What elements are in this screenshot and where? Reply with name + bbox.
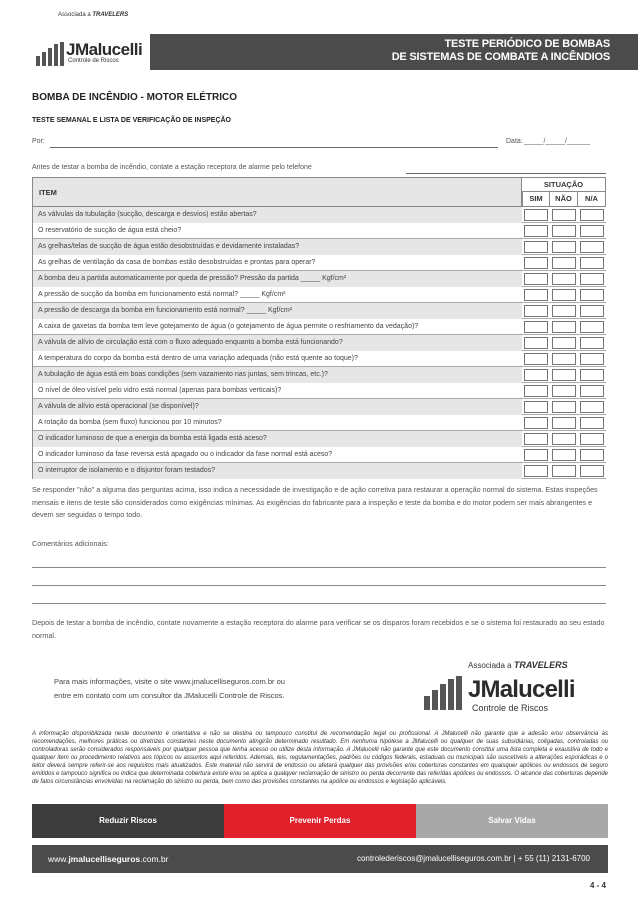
row-item-text: A válvula de alívio de circulação está com o fluxo adequado enquanto a bomba está funcionando? (32, 335, 522, 351)
antes-text: Antes de testar a bomba de incêndio, contate a estação receptora de alarme pelo telefone (32, 164, 312, 171)
col-item-header: ITEM (32, 177, 522, 207)
table-row (32, 367, 606, 383)
row-item-text: A rotação da bomba (sem fluxo) funcionou por 10 minutos? (32, 415, 522, 431)
checkbox-na[interactable] (580, 417, 604, 429)
row-item-text: A pressão de sucção da bomba em funcionamento está normal? _____ Kgf/cm² (32, 287, 522, 303)
checkbox-nao[interactable] (552, 465, 576, 477)
header-logo-name: JMalucelli (66, 40, 143, 59)
row-item-text: O indicador luminoso da fase reversa está apagado ou o indicador da fase normal está aceso? (32, 447, 522, 463)
row-item-text: O interruptor de isolamento e o disjuntor foram testados? (32, 463, 522, 479)
checkbox-nao[interactable] (552, 257, 576, 269)
table-row (32, 303, 606, 319)
table-row (32, 255, 606, 271)
info-line-1: Para mais informações, visite o site www.jmalucelliseguros.com.br ou (54, 677, 285, 686)
por-input-line[interactable] (50, 147, 498, 148)
footer-assoc-brand: TRAVELERS (513, 660, 568, 670)
slogan-salvar-vidas: Salvar Vidas (416, 804, 608, 838)
footer-logo-name: JMalucelli (468, 676, 575, 703)
assoc-brand: TRAVELERS (92, 12, 129, 18)
row-item-text: A tubulação de água está em boas condições (sem vazamento nas juntas, sem trincas, etc.)? (32, 367, 522, 383)
checkbox-na[interactable] (580, 241, 604, 253)
row-item-text: O indicador luminoso de que a energia da bomba está ligada está aceso? (32, 431, 522, 447)
checkbox-na[interactable] (580, 225, 604, 237)
col-sim-header: SIM (522, 192, 550, 207)
table-row (32, 415, 606, 431)
checkbox-na[interactable] (580, 209, 604, 221)
assoc-prefix: Associada a (58, 12, 91, 18)
checkbox-sim[interactable] (524, 385, 548, 397)
footer-assoc-text (468, 660, 568, 670)
checkbox-nao[interactable] (552, 417, 576, 429)
contact-bar (32, 845, 608, 873)
checkbox-sim[interactable] (524, 369, 548, 381)
telefone-input-line[interactable] (406, 173, 606, 174)
checkbox-nao[interactable] (552, 241, 576, 253)
table-row (32, 207, 606, 223)
checkbox-sim[interactable] (524, 449, 548, 461)
checkbox-sim[interactable] (524, 289, 548, 301)
checkbox-na[interactable] (580, 305, 604, 317)
row-item-text: As grelhas de ventilação da casa de bombas estão desobstruídas e prontas para operar? (32, 255, 522, 271)
row-item-text: A caixa de gaxetas da bomba tem leve gotejamento de água (o gotejamento de água permite o resfriamento da vedação)? (32, 319, 522, 335)
checkbox-sim[interactable] (524, 257, 548, 269)
checkbox-na[interactable] (580, 369, 604, 381)
checkbox-nao[interactable] (552, 321, 576, 333)
data-input-line[interactable]: _____/_____/______ (524, 138, 591, 145)
table-row (32, 271, 606, 287)
checkbox-nao[interactable] (552, 337, 576, 349)
checklist-table (32, 177, 606, 479)
footer-logo (420, 660, 620, 720)
comentarios-line-3[interactable] (32, 603, 606, 604)
row-item-text: A bomba deu a partida automaticamente por queda de pressão? Pressão da partida _____ Kgf/cm² (32, 271, 522, 287)
row-item-text: A pressão de descarga da bomba em funcionamento está normal? _____ Kgf/cm² (32, 303, 522, 319)
checkbox-nao[interactable] (552, 433, 576, 445)
document-title (392, 38, 610, 64)
por-label: Por: (32, 138, 45, 145)
checkbox-nao[interactable] (552, 353, 576, 365)
table-row (32, 319, 606, 335)
checkbox-nao[interactable] (552, 449, 576, 461)
table-row (32, 287, 606, 303)
email-phone-text[interactable]: controlederiscos@jmalucelliseguros.com.br | + 55 (11) 2131-6700 (356, 854, 590, 863)
table-row (32, 447, 606, 463)
jmalucelli-logo-large-icon (424, 676, 464, 710)
row-item-text: As grelhas/telas de sucção de água estão desobstruídas e devidamente instaladas? (32, 239, 522, 255)
checkbox-na[interactable] (580, 353, 604, 365)
checkbox-na[interactable] (580, 401, 604, 413)
page-number: 4 - 4 (589, 881, 606, 890)
checkbox-sim[interactable] (524, 209, 548, 221)
col-situacao-header: SITUAÇÃO (522, 177, 606, 192)
checkbox-nao[interactable] (552, 273, 576, 285)
web-bold: jmalucelliseguros (68, 854, 141, 864)
website-link[interactable] (48, 854, 168, 864)
checkbox-na[interactable] (580, 449, 604, 461)
checkbox-nao[interactable] (552, 305, 576, 317)
checkbox-na[interactable] (580, 257, 604, 269)
header-assoc-text (58, 12, 128, 18)
checkbox-na[interactable] (580, 321, 604, 333)
checkbox-sim[interactable] (524, 417, 548, 429)
checkbox-na[interactable] (580, 289, 604, 301)
checkbox-sim[interactable] (524, 337, 548, 349)
depois-paragraph: Depois de testar a bomba de incêndio, contate novamente a estação receptora do alarme para verificar se os disparos foram recebidos e se o sistema foi restaurado ao seu estado normal. (32, 618, 605, 640)
checkbox-sim[interactable] (524, 225, 548, 237)
checkbox-sim[interactable] (524, 321, 548, 333)
table-row (32, 335, 606, 351)
checkbox-sim[interactable] (524, 273, 548, 285)
table-row (32, 399, 606, 415)
table-row (32, 383, 606, 399)
table-row (32, 239, 606, 255)
row-item-text: As válvulas da tubulação (sucção, descarga e desvios) estão abertas? (32, 207, 522, 223)
section-title: BOMBA DE INCÊNDIO - MOTOR ELÉTRICO (32, 92, 237, 103)
checkbox-sim[interactable] (524, 353, 548, 365)
jmalucelli-logo-icon (36, 42, 64, 66)
checkbox-na[interactable] (580, 465, 604, 477)
checkbox-nao[interactable] (552, 385, 576, 397)
row-item-text: A temperatura do corpo da bomba está dentro de uma variação adequada (não está quente ao toque)? (32, 351, 522, 367)
checkbox-nao[interactable] (552, 289, 576, 301)
slogan-band (32, 804, 608, 838)
title-line-1: TESTE PERIÓDICO DE BOMBAS (444, 38, 610, 50)
table-row (32, 223, 606, 239)
note-nao-paragraph: Se responder "não" a alguma das perguntas acima, isso indica a necessidade de investigação e de ação corretiva para restaurar a operação normal do sistema. Estas inspeções mensais e itens de teste são considerados como exigências mínimas. As exigências do fabricante para a inspeção e teste da bomba e do motor podem ser mais abrangentes e devem ser seguidas o tempo todo. (32, 485, 598, 519)
checkbox-sim[interactable] (524, 433, 548, 445)
table-row (32, 463, 606, 479)
checkbox-na[interactable] (580, 385, 604, 397)
checkbox-nao[interactable] (552, 209, 576, 221)
footer-assoc-prefix: Associada a (468, 661, 512, 670)
row-item-text: O nível de óleo visível pelo vidro está normal (apenas para bombas verticais)? (32, 383, 522, 399)
checkbox-nao[interactable] (552, 225, 576, 237)
comentarios-label: Comentários adicionais: (32, 539, 109, 548)
data-label: Data: (506, 138, 523, 145)
legal-disclaimer: A informação disponibilizada neste documento é orientativa e não se destina ou tampouco constitui de recomendação legal ou profissional. A JMalucelli não garante que a adesão e/ou observância às recomendações, melhores práticas ou diretrizes constantes neste documento atingirão determinado resultado. Em nenhuma hipótese a JMalucelli ou qualquer de suas subsidiárias, coligadas, controladas ou controladoras serão considerados responsáveis por qualquer pessoa que tenha acesso ou utilize desta informação. A JMalucelli não garante que este documento constitui uma lista completa e exaustiva de todo e qualquer item ou procedimento relativos aos tópicos ou assuntos aqui referidos. Ademais, leis, regulamentações, padrões ou códigos federais, estaduais ou municipais são suscetíveis a alterações esporádicas e o leitor deverá sempre referir-se aos requisitos mais atualizados. Este material não servirá de endosso ou afetará qualquer das provisões e/ou coberturas constantes em quaisquer apólices ou endossos de seguro emitidos e tampouco significa ou indica que determinada cobertura existe e/ou se aplica a qualquer reclamação de sinistro ou perda decorrente das referidas apólices ou endossos. O alcance das coberturas depende de fatos circunstâncias envolvidas na reclamação do sinistro ou perda, bem como das provisões constantes na apólice ou endossos e legislação aplicáveis. (32, 731, 608, 785)
info-block (54, 675, 285, 703)
slogan-prevenir-perdas: Prevenir Perdas (224, 804, 416, 838)
checkbox-na[interactable] (580, 273, 604, 285)
antes-text-row (32, 164, 606, 171)
checkbox-nao[interactable] (552, 369, 576, 381)
table-body (32, 207, 606, 479)
checkbox-sim[interactable] (524, 401, 548, 413)
comentarios-line-1[interactable] (32, 567, 606, 568)
table-header (32, 177, 606, 207)
web-prefix: www. (48, 854, 69, 864)
web-suffix: .com.br (140, 854, 169, 864)
page-header (0, 0, 638, 74)
info-line-2: entre em contato com um consultor da JMalucelli Controle de Riscos. (54, 691, 285, 700)
comentarios-line-2[interactable] (32, 585, 606, 586)
row-item-text: A válvula de alívio está operacional (se disponível)? (32, 399, 522, 415)
checkbox-na[interactable] (580, 433, 604, 445)
footer-logo-sub: Controle de Riscos (472, 703, 549, 713)
col-nao-header: NÃO (550, 192, 578, 207)
checkbox-na[interactable] (580, 337, 604, 349)
title-line-2: DE SISTEMAS DE COMBATE A INCÊNDIOS (391, 51, 610, 63)
checkbox-sim[interactable] (524, 241, 548, 253)
table-row (32, 351, 606, 367)
checkbox-sim[interactable] (524, 305, 548, 317)
header-logo-sub: Controle de Riscos (68, 58, 119, 64)
row-item-text: O reservatório de sucção de água está cheio? (32, 223, 522, 239)
table-row (32, 431, 606, 447)
subtitle: TESTE SEMANAL E LISTA DE VERIFICAÇÃO DE INSPEÇÃO (32, 117, 232, 124)
slogan-reduzir-riscos: Reduzir Riscos (32, 804, 224, 838)
por-row (32, 138, 606, 150)
checkbox-sim[interactable] (524, 465, 548, 477)
col-na-header: N/A (578, 192, 606, 207)
checkbox-nao[interactable] (552, 401, 576, 413)
